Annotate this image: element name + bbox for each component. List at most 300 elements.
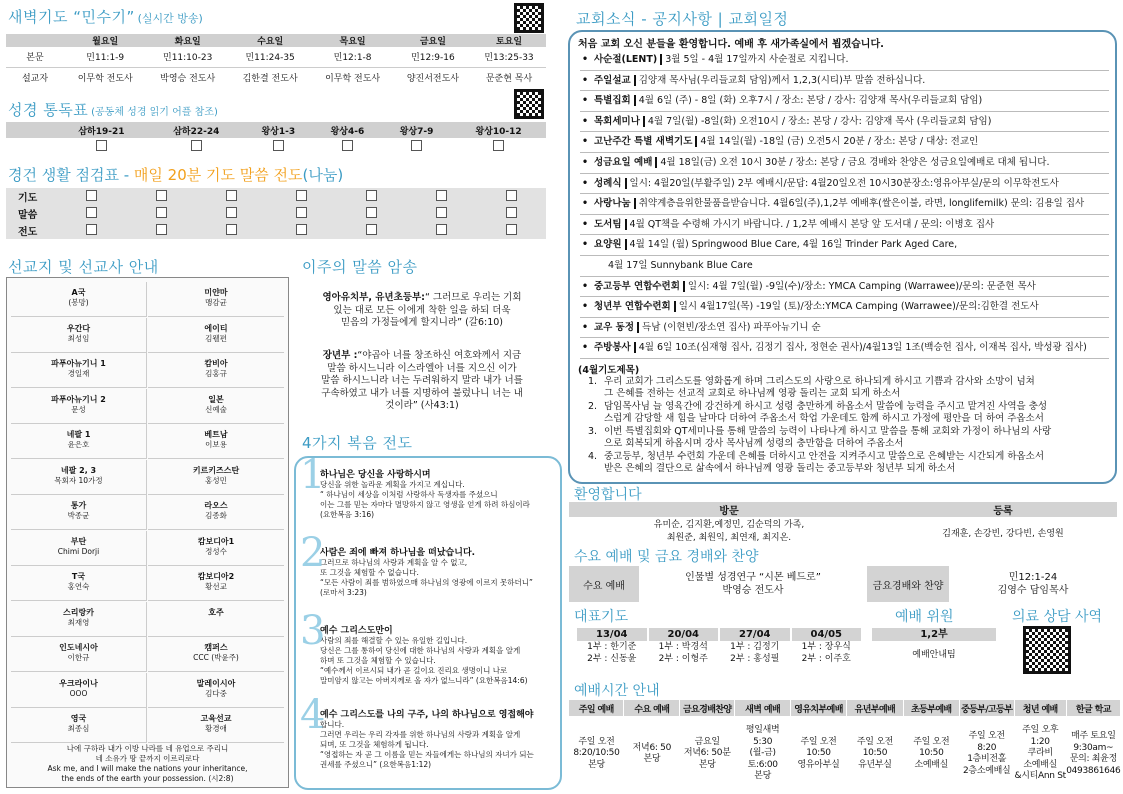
reppray-second: 2부 : 홍성필: [730, 654, 780, 664]
mission-missionary: 윤은호: [67, 440, 90, 449]
mission-cell: [148, 708, 284, 743]
mission-cell: [11, 389, 147, 424]
mission-country: 파푸아뉴기니 1: [51, 359, 106, 368]
checkbox[interactable]: [86, 190, 97, 201]
news-item: [580, 297, 1109, 318]
mission-cell: [11, 460, 147, 495]
prayer-number: 4.: [588, 450, 598, 462]
reppray-column: [648, 628, 720, 665]
news-item: [580, 338, 1109, 359]
qr-code-icon: [514, 3, 544, 33]
mission-cell: [11, 424, 147, 459]
times-line: 주일 오전: [968, 731, 1005, 741]
gospel-step: [300, 530, 556, 630]
gospel-line: 사람의 죄를 해결할 수 있는 유일한 길입니다.: [320, 636, 468, 645]
mission-missionary: (봉망): [68, 298, 89, 307]
news-text: 일시 4월17일(목) -19일 (토)/장소:YMCA Camping (Warrawee)/문의:김한결 전도사: [678, 301, 1039, 313]
mission-cell: [11, 531, 147, 566]
times-cell: [735, 716, 791, 792]
gospel-line: 이는 그를 믿는 자마다 멸망하지 않고 영생을 얻게 하려 하심이라: [320, 500, 530, 509]
mission-missionary: 문성: [71, 404, 86, 414]
prayer-item: [578, 413, 1109, 426]
mission-cell: [148, 673, 284, 708]
reppray-date: 20/04: [649, 628, 719, 641]
times-cell: [959, 716, 1014, 792]
mission-country: 우간다: [66, 323, 91, 333]
mission-cell: [148, 389, 284, 424]
times-line: 5:30: [753, 736, 773, 747]
mission-cell: [11, 673, 147, 708]
mission-missionary: 신예술: [205, 404, 227, 414]
prayer-text: 받은 은혜의 결단으로 삶속에서 하나님께 영광 돌리는 중고등부와 청년부 되게 하소서: [604, 463, 956, 475]
gospel-text: [320, 470, 556, 520]
mission-cell: [148, 353, 284, 388]
gospel-line: 권세를 주셨으니” (요한복음1:12): [320, 760, 432, 769]
mission-missionary: 이보용: [205, 440, 227, 449]
times-cell: [1066, 716, 1120, 792]
qr-code-icon: [514, 89, 544, 119]
reppray-column: [576, 628, 648, 665]
gospel-line: “ 하나님이 세상을 이처럼 사랑하사 독생자를 주셨으니: [320, 490, 498, 499]
mission-missionary: 홍연숙: [67, 582, 90, 591]
news-item: [580, 132, 1109, 153]
mission-country: 호주: [208, 607, 224, 617]
gospel-line: 되며, 또 그것을 체험하게 됩니다.: [320, 740, 429, 749]
gospel-line: 당신은 그를 통하여 당신에 대한 하나님의 사랑과 계획을 알게: [320, 646, 521, 655]
mission-cell: [148, 531, 284, 566]
gospel-number: 1: [300, 452, 326, 498]
memory-title: 이주의 말씀 암송: [302, 258, 418, 276]
gospel-line: 그러므로 하나님의 사랑과 계획을 알 수 없고,: [320, 558, 468, 567]
checkbox[interactable]: [156, 224, 167, 235]
mission-country: 에이티: [204, 323, 228, 333]
mission-country: T국: [71, 572, 86, 581]
mission-country: 캄비아: [204, 359, 228, 368]
reading-title: 성경 통독표 (공동체 성경 읽기 어플 참조): [8, 101, 218, 119]
news-box: [568, 30, 1117, 484]
times-heading: 금요경배찬양: [680, 700, 735, 716]
gospel-line: “모든 사람이 죄를 범하였으매 하나님의 영광에 이르지 못하더니”: [320, 578, 533, 587]
news-text: 3월 5일 - 4월 17일까지 사순절로 지킵니다.: [665, 54, 849, 65]
mission-cell: [148, 318, 284, 353]
reppray-second: 2부 : 이형주: [658, 654, 708, 664]
gospel-number: 2: [300, 530, 326, 576]
times-title: 예배시간 안내: [574, 683, 660, 699]
mission-cell: [11, 708, 147, 743]
mission-country: 인도네시아: [59, 643, 98, 652]
times-line: 저녁6: 50: [632, 742, 672, 753]
gospel-line: 합니다.: [320, 720, 345, 729]
times-line: 영유아부실: [797, 759, 840, 770]
news-heading: 사순절(LENT): [594, 54, 662, 65]
news-text: 4월 6일 10조(심재형 집사, 김정기 집사, 정현순 권사)/4월13일 1조(백승헌 집사, 이재복 집사, 박성광 집사): [638, 342, 1087, 354]
news-item: [580, 215, 1109, 236]
times-line: 매주 토요일: [1071, 731, 1116, 741]
medical-title: 의료 상담 사역: [1012, 609, 1103, 625]
times-line: 9:30am~: [1073, 742, 1114, 753]
news-text: 취약계층을위한물품을받습니다. 4월6일(주),1,2부 예배후(쌀은이불, 라면, longlifemilk) 문의: 김용일 집사: [638, 198, 1085, 210]
times-line: 주일 오전: [578, 736, 615, 747]
mission-country: 베트남: [204, 430, 228, 439]
gospel-text: [320, 626, 556, 686]
mission-cell: [11, 282, 147, 317]
prayer-text: 담임목사님 늘 영육간에 강건하게 하시고 성령 충만하게 하옵소서 말씀에 능력을 주시고 맡겨진 사역을 충성: [604, 400, 1048, 412]
mission-cell: [11, 318, 147, 353]
reppray-column: [719, 628, 791, 665]
times-cell: [791, 716, 847, 792]
mission-country: 일본: [208, 394, 224, 404]
mission-country: 미얀마: [204, 288, 228, 297]
reppray-title: 대표기도: [574, 609, 629, 625]
mission-cell: [11, 353, 147, 388]
life-title: 경건 생활 점검표 - 매일 20분 기도 말씀 전도(나눔): [8, 166, 344, 184]
checkbox[interactable]: [156, 207, 167, 218]
reppray-first: 1부 : 장우식: [801, 642, 851, 652]
checkbox[interactable]: [96, 140, 107, 151]
checkbox[interactable]: [493, 140, 504, 151]
mission-missionary: 황경애: [205, 724, 227, 733]
news-item: [580, 277, 1109, 298]
news-text: 4월 6일 (주) - 8일 (화) 오후7시 / 장소: 본당 / 강사: 김양재 목사(우리들교회 담임): [638, 95, 983, 107]
times-line: 주일 오전: [800, 736, 837, 747]
mission-missionary: OOO: [69, 688, 88, 698]
mission-missionary: Chimi Dorji: [57, 546, 100, 556]
times-heading: 청년 예배: [1014, 700, 1066, 716]
mission-cell: [148, 566, 284, 601]
news-item: [580, 194, 1109, 215]
mission-missionary: 황선교: [205, 582, 227, 591]
times-line: 주일 오후: [1022, 725, 1059, 736]
gospel-line: 그러면 우리는 우리 각자를 위한 하나님의 사랑과 계획을 알게: [320, 730, 521, 739]
mission-country: 영국: [70, 714, 87, 723]
mission-country: 스리랑카: [63, 607, 94, 617]
mission-missionary: 이한규: [67, 653, 90, 662]
reppray-first: 1부 : 한기준: [587, 642, 637, 652]
prayer-text: 중고등부, 청년부 수련회 가운데 은혜를 더하시고 안전을 지켜주시고 말씀으로 은혜받는 시간되게 하옵소서: [604, 450, 1045, 462]
missions-title: 선교지 및 선교사 안내: [8, 258, 159, 276]
mission-cell: [11, 637, 147, 672]
gospel-line: 또 그것을 체험할 수 없습니다.: [320, 568, 419, 577]
gospel-step: [300, 452, 556, 552]
checkbox[interactable]: [436, 224, 447, 235]
prayer-list: (4월기도제목) 1. 우리 교회가 그리스도를 영화롭게 하며 그리스도의 사랑으로 하나되게 하시고 기쁨과 감사와 소망이 넘쳐 그 은혜를 전하는 선교적 교회로 하나님께 영광 돌리는 교회 되게 하소서 2. 담임목사님 늘 영육간에 강건하게 하시고 성령 충만하게 하옵소서 말씀에 능력을 주시고 맡겨진 사역을 충성 스럽게 감당할 새 힘을 날마다 더하여 주옵소서 학업 가운데도 함께 하시고 가정에 평안을 더 하여 주옵소서 3. 이번 특별집회와 QT세미나를 통해 말씀의 능력이 나타나게 하시고 말씀을 통해 교회와 가정이 하나님의 사랑 으로 회복되게 하옵시며 강사 목사님께 성령의 충만함을 더하여 주옵소서 4. 중고등부, 청년부 수련회 가운데 은혜를 더하시고 안전을 지켜주시고 말씀으로 은혜받는 시간되게 하옵소서 받은 은혜의 결단으로 삶속에서 하나님께 영광 돌리는 중고등부와 청년부 되게 하소서: [578, 362, 1109, 476]
times-line: 1층비전홀: [967, 754, 1007, 764]
checkbox[interactable]: [436, 207, 447, 218]
checkbox[interactable]: [86, 224, 97, 235]
times-line: 소예배실: [914, 759, 949, 770]
times-line: 본당: [698, 759, 716, 770]
memory-verse-adults: 장년부 :“야곱아 너를 창조하신 여호와께서 지금 말씀 하시느니라 이스라엘아 너를 지으신 이가 말씀 하시느니라 너는 두려워하지 말라 내가 너를 구속하였고 내가 너를 지명하여 불렀나니 너는 내 것이라” (사43:1): [321, 350, 523, 411]
news-heading: 특별집회: [594, 95, 636, 106]
times-line: 금요일: [694, 736, 720, 747]
news-heading: 도서팀: [594, 219, 627, 230]
checkbox[interactable]: [156, 190, 167, 201]
news-heading: 성금요일 예배: [594, 157, 657, 168]
times-cell: [1014, 716, 1066, 792]
prayer-text: 이번 특별집회와 QT세미나를 통해 말씀의 능력이 나타나게 하시고 말씀을 통해 교회와 가정이 하나님의 사랑: [604, 425, 1052, 437]
times-line: 소예배실: [1023, 759, 1057, 770]
times-line: 주일 오전: [913, 736, 950, 747]
prayer-text: 스럽게 감당할 새 힘을 날마다 더하여 주옵소서 학업 가운데도 함께 하시고 가정에 평안을 더 하여 주옵소서: [604, 413, 1044, 425]
commit-title: 예배 위원: [895, 609, 954, 625]
mission-missionary: 경일재: [67, 369, 90, 378]
times-heading: 새벽 예배: [735, 700, 791, 716]
mission-missionary: 목회자 10가정: [54, 475, 103, 485]
times-cell: [624, 716, 680, 792]
mission-missionary: 박종균: [67, 511, 90, 520]
prayer-item: [578, 451, 1109, 464]
mission-country: 라오스: [204, 501, 228, 510]
times-line: 10:50: [919, 748, 944, 759]
news-list: [580, 50, 1109, 359]
times-line: 2층소예배실: [963, 765, 1011, 776]
mission-missionary: 김홍규: [205, 369, 227, 378]
times-heading: 영유치부예배: [791, 700, 847, 716]
times-line: 10:50: [806, 748, 831, 759]
checkbox[interactable]: [226, 207, 237, 218]
news-item: [580, 91, 1109, 112]
mission-country: 말레이시아: [196, 678, 236, 688]
news-text: 일시: 4월20일(부활주일) 2부 예배시/문답: 4월20일오전 10시30분장소:영유아부실/문의 이무학전도사: [629, 177, 1059, 189]
checkbox[interactable]: [86, 207, 97, 218]
prayer-text: 으로 회복되게 하옵시며 강사 목사님께 성령의 충만함을 더하여 주옵소서: [604, 438, 904, 450]
checkbox[interactable]: [436, 190, 447, 201]
mission-missionary: 홍성민: [205, 475, 227, 485]
news-heading: 주일설교: [594, 75, 636, 86]
gospel-line: (로마서 3:23): [320, 588, 367, 597]
reppray-second: 2부 : 이주호: [801, 654, 851, 664]
checkbox[interactable]: [296, 207, 307, 218]
checkbox[interactable]: [226, 224, 237, 235]
mission-missionary: 최종심: [67, 724, 90, 733]
times-heading: 초등부예배: [903, 700, 959, 716]
reppray-date: 27/04: [720, 628, 790, 641]
news-text: 4월 17일 Sunnybank Blue Care: [608, 259, 753, 271]
gospel-line: “영접하는 자 곧 그 이름을 믿는 자들에게는 하나님의 자녀가 되는: [320, 750, 534, 759]
gospel-text: [320, 710, 556, 770]
times-heading: 수요 예배: [624, 700, 680, 716]
news-heading: 교우 동정: [594, 322, 639, 333]
mission-country: 캄보디아1: [197, 536, 235, 546]
reppray-second: 2부 : 신동윤: [587, 654, 637, 664]
news-text: 4월 QT책을 수령해 가시기 바랍니다. / 1,2부 예배시 본당 앞 도서대 / 문의: 이병호 집사: [629, 218, 995, 230]
prayer-item: [578, 388, 1109, 401]
times-line: 본당: [643, 754, 661, 764]
checkbox[interactable]: [296, 190, 307, 201]
gospel-number: 4: [300, 692, 326, 738]
news-text: 일시: 4월 7일(월) -9일(수)/장소: YMCA Camping (Warrawee)/문의: 문준현 목사: [687, 280, 1036, 292]
prayer-item: [578, 463, 1109, 476]
times-cell: [680, 716, 735, 792]
dawn-title: 새벽기도 “민수기” (실시간 방송): [8, 8, 203, 26]
news-heading: 사랑나눔: [594, 198, 636, 209]
reppray-column: [791, 628, 863, 665]
mission-missionary: 최재영: [67, 617, 90, 627]
reppray-date: 13/04: [577, 628, 647, 641]
checkbox[interactable]: [506, 190, 517, 201]
welcome-title: 환영합니다: [574, 487, 642, 503]
mission-country: 캠퍼스: [204, 643, 228, 652]
prayer-number: 2.: [588, 400, 598, 412]
mission-country: 통가: [70, 501, 87, 510]
gospel-title: 4가지 복음 전도: [302, 434, 413, 452]
checkbox[interactable]: [273, 140, 284, 151]
prayer-number: 3.: [588, 425, 598, 437]
welcome-line: 처음 교회 오신 분들을 환영합니다. 예배 후 새가족실에서 뵙겠습니다.: [578, 39, 884, 50]
checkbox[interactable]: [411, 140, 422, 151]
gospel-step: [300, 608, 556, 708]
times-line: 본당: [754, 771, 772, 782]
mission-cell: [148, 602, 284, 637]
reppray-first: 1부 : 김정기: [730, 642, 780, 652]
times-line: 1:20: [1030, 736, 1050, 747]
mission-missionary: 김웰편: [205, 333, 227, 343]
dawn-table: 월요일 화요일 수요일 목요일 금요일 토요일 본문 민11:1-9 민11:10-23 민11:24-35 민12:1-8 민12:9-16 민13:25-33 설교자 이무학 전도사 박영승 전도사 김한결 전도사 이무학 전도사 양진서전도사 문준현 목사: [6, 34, 546, 87]
welcome-table: 방문 등록 유미순, 김지환,예정민, 김순덕의 가족, 최원준, 최원익, 최연재, 최지온. 김재훈, 손강빈, 강다빈, 손영원: [569, 502, 1117, 547]
news-item: [580, 71, 1109, 92]
mission-missionary: 김종화: [205, 511, 227, 520]
times-heading: 중등부/고등부: [959, 700, 1014, 716]
news-text: 4월 7일(월) -8일(화) 오전10시 / 장소: 본당 / 강사: 김양재 목사 (우리들교회 담임): [647, 115, 992, 127]
news-item: [580, 235, 1109, 256]
times-heading: 한글 학교: [1066, 700, 1120, 716]
mission-missionary: 김다중: [205, 688, 227, 698]
reppray-first: 1부 : 박경석: [658, 642, 708, 652]
gospel-text: [320, 548, 556, 598]
gospel-box: [294, 452, 562, 790]
checkbox[interactable]: [366, 190, 377, 201]
reppray-grid: [576, 628, 862, 665]
mission-country: 키르키즈스탄: [192, 465, 240, 475]
mission-cell: [11, 566, 147, 601]
prayer-text: 그 은혜를 전하는 선교적 교회로 하나님께 영광 돌리는 교회 되게 하소서: [604, 388, 901, 400]
prayer-item: [578, 376, 1109, 389]
prayer-number: 1.: [588, 375, 598, 387]
news-item: [580, 318, 1109, 339]
times-line: 문의: 최윤정: [1069, 754, 1117, 764]
times-line: 본당: [588, 759, 605, 770]
gospel-line: “예수께서 이르시되 내가 곧 길이요 진리요 생명이니 나로: [320, 666, 508, 675]
checkbox[interactable]: [506, 207, 517, 218]
news-heading: 고난주간 특별 새벽기도: [594, 136, 697, 147]
mission-country: 고육선교: [200, 714, 232, 723]
news-heading: 목회세미나: [594, 116, 645, 127]
times-line: 저녁6: 50분: [683, 748, 731, 759]
gospel-line: (요한복음 3:16): [320, 510, 375, 519]
times-line: (월-금): [749, 748, 776, 759]
wed-table: 수요 예배 인물별 성경연구 “시몬 베드로” 박영승 전도사 금요경배와 찬양 민12:1-24 김영수 담임목사: [569, 566, 1117, 602]
times-table: [569, 700, 1121, 792]
times-line: 평일새벽: [745, 725, 780, 736]
times-heading: 주일 예배: [569, 700, 624, 716]
checkbox[interactable]: [191, 140, 202, 151]
news-heading: 요양원: [594, 239, 627, 250]
life-table: 기도 말씀 전도: [6, 188, 546, 239]
prayer-text: 우리 교회가 그리스도를 영화롭게 하며 그리스도의 사랑으로 하나되게 하시고 기쁨과 감사와 소망이 넘쳐: [604, 375, 1035, 387]
checkbox[interactable]: [506, 224, 517, 235]
memory-verse-kids: 영아유치부, 유년초등부:“ 그러므로 우리는 기회 있는 대로 모든 이에게 착한 일을 하되 더욱 믿음의 가정들에게 할지니라” (갈6:10): [322, 292, 522, 328]
news-item: [580, 112, 1109, 133]
times-line: 주일 오전: [856, 736, 893, 747]
news-item: [580, 256, 1109, 277]
news-heading: 성례식: [594, 178, 627, 189]
checkbox[interactable]: [366, 224, 377, 235]
checkbox[interactable]: [226, 190, 237, 201]
gospel-line: 하며 또 그것을 체험할 수 있습니다.: [320, 656, 436, 665]
mission-country: 캄보디아2: [197, 572, 235, 581]
mission-map: [6, 277, 289, 788]
times-line: 토:6:00: [747, 759, 778, 770]
mission-cell: [148, 424, 284, 459]
news-text: 김양재 목사님(우리들교회 담임)께서 1,2,3(시티)부 말씀 전하십니다.: [638, 74, 926, 86]
gospel-line: 당신을 위한 놀라운 계획을 가지고 계십니다.: [320, 480, 465, 489]
news-text: 4월 14일(월) -18일 (금) 오전5시 20분 / 장소: 본당 / 대상: 전교인: [700, 136, 979, 148]
times-cell: [903, 716, 959, 792]
gospel-number: 3: [300, 608, 326, 654]
times-line: 0493861646: [1066, 765, 1121, 776]
wed-title: 수요 예배 및 금요 경배와 찬양: [574, 549, 759, 565]
reading-table: 삼하19-21 삼하22-24 왕상1-3 왕상4-6 왕상7-9 왕상10-12: [6, 122, 546, 156]
qr-code-icon: [1023, 626, 1071, 674]
news-heading: 주방봉사: [594, 342, 636, 353]
gospel-line: 말미암지 않고는 아버지께로 올 자가 없느니라” (요한복음14:6): [320, 676, 528, 685]
mission-country: 부탄: [70, 536, 87, 546]
times-line: 유년부실: [858, 759, 892, 770]
mission-cell: [148, 495, 284, 530]
mission-country: 네팔 1: [66, 430, 91, 439]
times-line: 쿠라비: [1027, 748, 1053, 759]
prayer-item: [578, 438, 1109, 451]
times-line: 8:20/10:50: [573, 748, 620, 759]
checkbox[interactable]: [366, 207, 377, 218]
gospel-step: [300, 692, 556, 792]
times-line: &시티Ann St: [1014, 771, 1066, 782]
gospel-heading: 사람은 죄에 빠져 하나님을 떠났습니다.: [320, 548, 476, 558]
news-heading: 청년부 연합수련회: [594, 301, 676, 312]
mission-cell: [148, 460, 284, 495]
mission-verse: 나에 구하라 내가 이방 나라를 네 유업으로 주리니 네 소유가 땅 끝까지 이르리로다 Ask me, and I will make the nations your inheritance, the ends of the earth your possession. (시2:8): [47, 744, 248, 783]
mission-missionary: 맹감균: [205, 298, 227, 307]
news-title: 교회소식 - 공지사항 | 교회일정: [576, 10, 789, 28]
gospel-heading: 하나님은 당신을 사랑하시며: [320, 470, 431, 480]
times-cell: [569, 716, 624, 792]
mission-missionary: 최성임: [67, 333, 90, 343]
mission-cell: [148, 282, 284, 317]
mission-country: A국: [71, 288, 86, 297]
news-text: 4월 18일(금) 오전 10시 30분 / 장소: 본당 / 금요 경배와 찬양은 성금요일예배로 대체 됩니다.: [660, 156, 1050, 168]
mission-cell: [11, 602, 147, 637]
mission-country: 파푸아뉴기니 2: [51, 394, 106, 404]
mission-cell: [148, 637, 284, 672]
prayer-item: [578, 426, 1109, 439]
mission-missionary: CCC (박윤주): [193, 653, 239, 662]
times-heading: 유년부예배: [846, 700, 903, 716]
times-line: 8:20: [977, 742, 997, 753]
mission-missionary: 정성수: [205, 546, 227, 556]
reppray-date: 04/05: [792, 628, 862, 641]
news-text: 득남 (이현빈/장소연 집사) 파푸아뉴기니 순: [642, 321, 821, 333]
gospel-heading: 예수 그리스도만이: [320, 626, 393, 636]
times-line: 10:50: [862, 748, 888, 759]
mission-country: 네팔 2, 3: [60, 465, 97, 475]
checkbox[interactable]: [342, 140, 353, 151]
checkbox[interactable]: [296, 224, 307, 235]
prayer-item: [578, 401, 1109, 414]
mission-country: 우크라이나: [59, 678, 98, 688]
news-item: [580, 153, 1109, 174]
commit-box: 1,2부 예배안내팀: [872, 628, 996, 660]
mission-cell: [11, 495, 147, 530]
